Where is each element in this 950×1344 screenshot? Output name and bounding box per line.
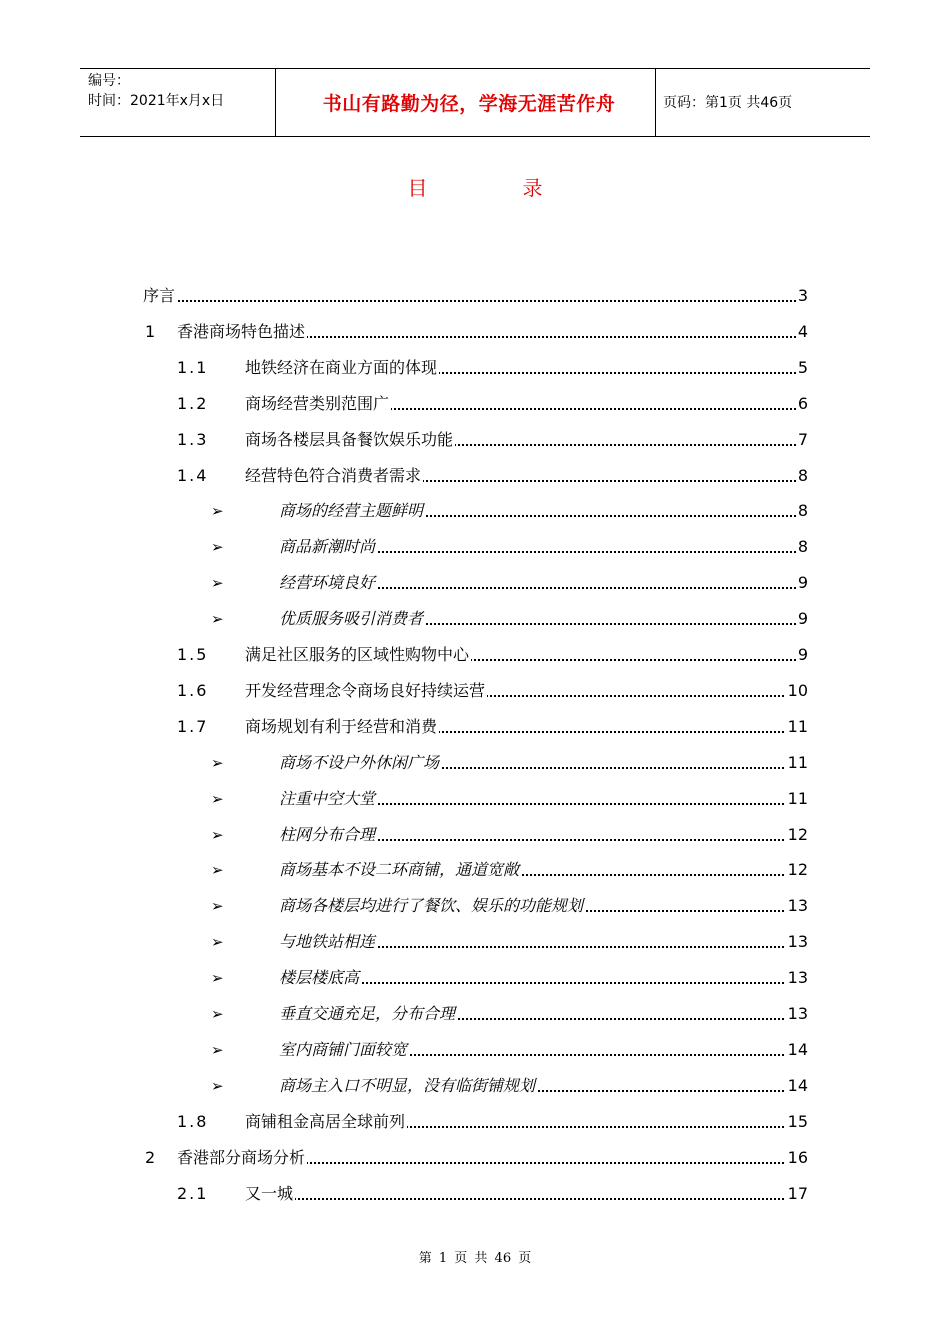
toc-entry-number: 1.4 bbox=[177, 465, 209, 485]
toc-leader-dots bbox=[143, 300, 808, 302]
toc-entry[interactable] bbox=[143, 1002, 808, 1026]
toc-entry-page: 11 bbox=[787, 752, 808, 772]
toc-entry[interactable] bbox=[143, 428, 808, 452]
toc-entry-page: 13 bbox=[787, 1004, 808, 1023]
toc-entry[interactable] bbox=[143, 392, 808, 416]
toc-entry[interactable] bbox=[143, 643, 808, 667]
toc-entry-page: 13 bbox=[787, 932, 808, 952]
header-page-label: 页码：第1页 共46页 bbox=[663, 95, 793, 111]
toc-entry-page: 7 bbox=[797, 429, 808, 449]
toc-entry[interactable] bbox=[143, 679, 808, 703]
toc-entry[interactable] bbox=[143, 858, 808, 882]
toc-entry-page: 12 bbox=[787, 860, 808, 880]
header-motto: 书山有路勤为径，学海无涯苦作舟 bbox=[322, 93, 616, 115]
arrow-bullet-icon: ➢ bbox=[211, 538, 224, 557]
toc-entry-label: 商场各楼层均进行了餐饮、娱乐的功能规划 bbox=[279, 896, 584, 916]
arrow-bullet-icon: ➢ bbox=[211, 502, 224, 521]
toc-entry[interactable] bbox=[143, 930, 808, 954]
toc-entry-number: 2.1 bbox=[177, 1183, 209, 1203]
toc-entry-page: 6 bbox=[797, 393, 808, 413]
toc-entry-page: 9 bbox=[797, 573, 808, 593]
arrow-bullet-icon: ➢ bbox=[211, 897, 224, 916]
toc-entry[interactable] bbox=[143, 356, 808, 380]
toc-entry-number: 1.2 bbox=[177, 393, 209, 413]
toc-entry-label: 楼层楼底高 bbox=[279, 968, 360, 988]
toc-entry-page: 4 bbox=[797, 321, 808, 341]
toc-entry-label: 商场不设户外休闲广场 bbox=[279, 752, 440, 772]
toc-entry-number: 1 bbox=[145, 321, 158, 341]
toc-entry[interactable] bbox=[143, 1182, 808, 1206]
toc-entry-label: 经营环境良好 bbox=[279, 573, 376, 593]
toc-entry-number: 1.5 bbox=[177, 645, 209, 664]
arrow-bullet-icon: ➢ bbox=[211, 1005, 224, 1023]
toc-entry[interactable] bbox=[143, 1110, 808, 1134]
arrow-bullet-icon: ➢ bbox=[211, 753, 224, 772]
toc-entry-page: 14 bbox=[787, 1075, 808, 1095]
toc-entry-page: 15 bbox=[787, 1111, 808, 1131]
arrow-bullet-icon: ➢ bbox=[211, 861, 224, 880]
page-footer: 第 1 页 共 46 页 bbox=[418, 1251, 532, 1266]
toc-entry[interactable] bbox=[143, 499, 808, 523]
toc-entry-label: 商场基本不设二环商铺，通道宽敞 bbox=[279, 860, 520, 880]
toc-entry-page: 10 bbox=[787, 680, 808, 700]
toc-entry-label: 室内商铺门面较宽 bbox=[279, 1039, 408, 1059]
arrow-bullet-icon: ➢ bbox=[211, 610, 224, 629]
toc-entry[interactable] bbox=[143, 1074, 808, 1098]
toc-entry[interactable] bbox=[143, 894, 808, 918]
arrow-bullet-icon: ➢ bbox=[211, 574, 224, 593]
toc-entry-page: 12 bbox=[787, 824, 808, 844]
toc-entry-number: 1.3 bbox=[177, 429, 209, 449]
toc-entry-label: 又一城 bbox=[245, 1183, 294, 1203]
toc-entry-label: 优质服务吸引消费者 bbox=[279, 609, 424, 629]
toc-entry-page: 5 bbox=[797, 357, 808, 377]
toc-entry-label: 商场经营类别范围广 bbox=[245, 393, 390, 413]
toc-entry-number: 1.8 bbox=[177, 1111, 209, 1131]
toc-entry-number: 1.7 bbox=[177, 716, 209, 736]
toc-entry-label: 与地铁站相连 bbox=[279, 932, 376, 952]
toc-entry-label: 垂直交通充足，分布合理 bbox=[279, 1004, 456, 1023]
document-number-label: 编号： bbox=[88, 73, 130, 89]
toc-title: 目录 bbox=[407, 176, 638, 200]
toc-entry-page: 3 bbox=[797, 286, 808, 305]
toc-entry[interactable] bbox=[143, 823, 808, 847]
toc-leader-dots bbox=[245, 1198, 808, 1200]
toc-entry[interactable] bbox=[143, 284, 808, 308]
arrow-bullet-icon: ➢ bbox=[211, 825, 224, 844]
toc-entry-page: 8 bbox=[797, 501, 808, 521]
toc-entry-label: 商场的经营主题鲜明 bbox=[279, 501, 424, 521]
toc-entry-label: 序言 bbox=[143, 286, 176, 305]
toc-entry[interactable] bbox=[143, 464, 808, 488]
toc-entry[interactable] bbox=[143, 320, 808, 344]
arrow-bullet-icon: ➢ bbox=[211, 789, 224, 808]
arrow-bullet-icon: ➢ bbox=[211, 1040, 224, 1059]
toc-entry-label: 开发经营理念令商场良好持续运营 bbox=[245, 680, 486, 700]
toc-entry-page: 11 bbox=[787, 716, 808, 736]
toc-entry-number: 1.6 bbox=[177, 680, 209, 700]
toc-entry-label: 香港部分商场分析 bbox=[177, 1147, 306, 1167]
toc-entry-page: 8 bbox=[797, 465, 808, 485]
toc-entry-label: 商场规划有利于经营和消费 bbox=[245, 716, 438, 736]
toc-entry[interactable] bbox=[143, 571, 808, 595]
toc-entry[interactable] bbox=[143, 1146, 808, 1170]
toc-entry[interactable] bbox=[143, 607, 808, 631]
toc-entry-page: 16 bbox=[787, 1147, 808, 1167]
toc-entry[interactable] bbox=[143, 535, 808, 559]
toc-entry-page: 8 bbox=[797, 537, 808, 557]
toc-entry-page: 13 bbox=[787, 896, 808, 916]
toc-entry[interactable] bbox=[143, 966, 808, 990]
toc-entry-number: 2 bbox=[145, 1147, 158, 1167]
toc-entry[interactable] bbox=[143, 1038, 808, 1062]
toc-entry[interactable] bbox=[143, 715, 808, 739]
toc-entry[interactable] bbox=[143, 751, 808, 775]
toc-entry-page: 17 bbox=[787, 1183, 808, 1203]
toc-entry-page: 11 bbox=[787, 788, 808, 808]
arrow-bullet-icon: ➢ bbox=[211, 933, 224, 952]
toc-entry-label: 商场各楼层具备餐饮娱乐功能 bbox=[245, 429, 454, 449]
toc-entry-label: 柱网分布合理 bbox=[279, 824, 376, 844]
toc-entry-page: 9 bbox=[797, 645, 808, 664]
toc-entry-label: 地铁经济在商业方面的体现 bbox=[245, 357, 438, 377]
toc-entry-label: 满足社区服务的区域性购物中心 bbox=[245, 645, 470, 664]
toc-entry-label: 香港商场特色描述 bbox=[177, 321, 306, 341]
toc-entry-page: 13 bbox=[787, 968, 808, 988]
arrow-bullet-icon: ➢ bbox=[211, 969, 224, 988]
toc-entry-number: 1.1 bbox=[177, 357, 209, 377]
toc-entry-label: 注重中空大堂 bbox=[279, 788, 376, 808]
document-time-label: 时间：2021年x月x日 bbox=[88, 93, 225, 109]
toc-entry-page: 9 bbox=[797, 609, 808, 629]
toc-entry-label: 商场主入口不明显，没有临街铺规划 bbox=[279, 1075, 536, 1095]
toc-entry[interactable] bbox=[143, 787, 808, 811]
toc-entry-label: 商铺租金高居全球前列 bbox=[245, 1111, 406, 1131]
toc-entry-page: 14 bbox=[787, 1039, 808, 1059]
arrow-bullet-icon: ➢ bbox=[211, 1076, 224, 1095]
toc-entry-label: 经营特色符合消费者需求 bbox=[245, 465, 422, 485]
toc-entry-label: 商品新潮时尚 bbox=[279, 537, 376, 557]
